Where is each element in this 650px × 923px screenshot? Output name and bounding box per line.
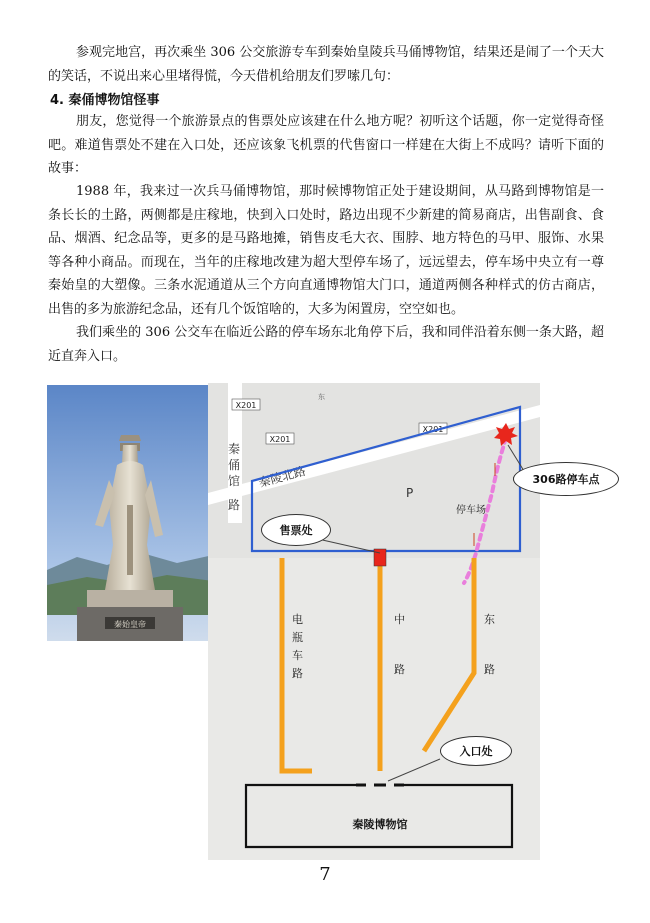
section-heading: 4. 秦俑博物馆怪事	[50, 93, 160, 108]
west-road-label-char: 俑	[228, 458, 241, 472]
ticket-office-callout: 售票处	[261, 514, 331, 546]
small-map-label: 东	[318, 393, 325, 401]
electric-cart-road-label-char: 瓶	[292, 631, 303, 644]
west-road-label-char: 路	[228, 498, 241, 512]
qin-shihuang-statue-photo	[47, 385, 213, 641]
electric-cart-road-label-char: 路	[292, 667, 303, 680]
museum-route-map	[208, 383, 540, 860]
bus-stop-callout-bubble: 306路停车点	[513, 462, 619, 496]
middle-road-label-char: 中	[394, 613, 405, 626]
paragraph-intro: 参观完地宫，再次乘坐 306 公交旅游专车到秦始皇陵兵马俑博物馆，结果还是闹了一个天大的笑话，不说出来心里堵得慌，今天借机给朋友们罗嗦几句：	[48, 45, 604, 84]
paragraph-route: 我们乘坐的 306 公交车在临近公路的停车场东北角停下后，我和同伴沿着东侧一条大路，超近直奔入口。	[48, 325, 604, 364]
east-road-label-char: 路	[484, 663, 495, 676]
parking-symbol: P	[406, 486, 414, 500]
north-road-label: 秦陵北路	[257, 463, 308, 490]
road-code-badge	[266, 433, 294, 444]
east-road-label-char: 东	[484, 613, 495, 626]
statue-plaque: 秦始皇帝	[114, 620, 146, 629]
museum-label: 秦陵博物馆	[352, 818, 408, 831]
paragraph-question: 朋友，您觉得一个旅游景点的售票处应该建在什么地方呢？初听这个话题，你一定觉得奇怪吧。难道售票处不建在入口处，还应该象飞机票的代售窗口一样建在大街上不成吗？请听下面的故事：	[48, 114, 604, 176]
paragraph-story: 1988 年，我来过一次兵马俑博物馆，那时候博物馆正处于建设期间，从马路到博物馆是一条长长的土路，两侧都是庄稼地，快到入口处时，路边出现不少新建的简易商店，出售副食、食品、烟酒、纪念品等，更多的是马路地摊，销售皮毛大衣、围脖、地方特色的马甲、服饰、水果等各种小商品。而现在，当年的庄稼地改建为超大型停车场了，远远望去，停车场中央立有一尊秦始皇的大塑像。三条水泥通道从三个方向直通博物馆大门口，通道两侧各种样式的仿古商店，出售的多为旅游纪念品，还有几个饭馆啥的，大多为闲置房，空空如也。	[48, 184, 604, 317]
road-code-badge	[232, 399, 260, 410]
electric-cart-road-label-char: 车	[292, 649, 303, 662]
parking-label: 停车场	[456, 505, 486, 516]
page-number: 7	[319, 864, 331, 885]
west-road-label-char: 馆	[228, 474, 241, 488]
entrance-callout: 入口处	[440, 736, 512, 766]
west-road-label-char: 秦	[228, 442, 241, 456]
electric-cart-road-label-char: 电	[292, 613, 303, 626]
svg-text:X201: X201	[235, 401, 257, 410]
svg-text:X201: X201	[269, 435, 291, 444]
svg-text:X201: X201	[422, 425, 444, 434]
middle-road-label-char: 路	[394, 663, 405, 676]
